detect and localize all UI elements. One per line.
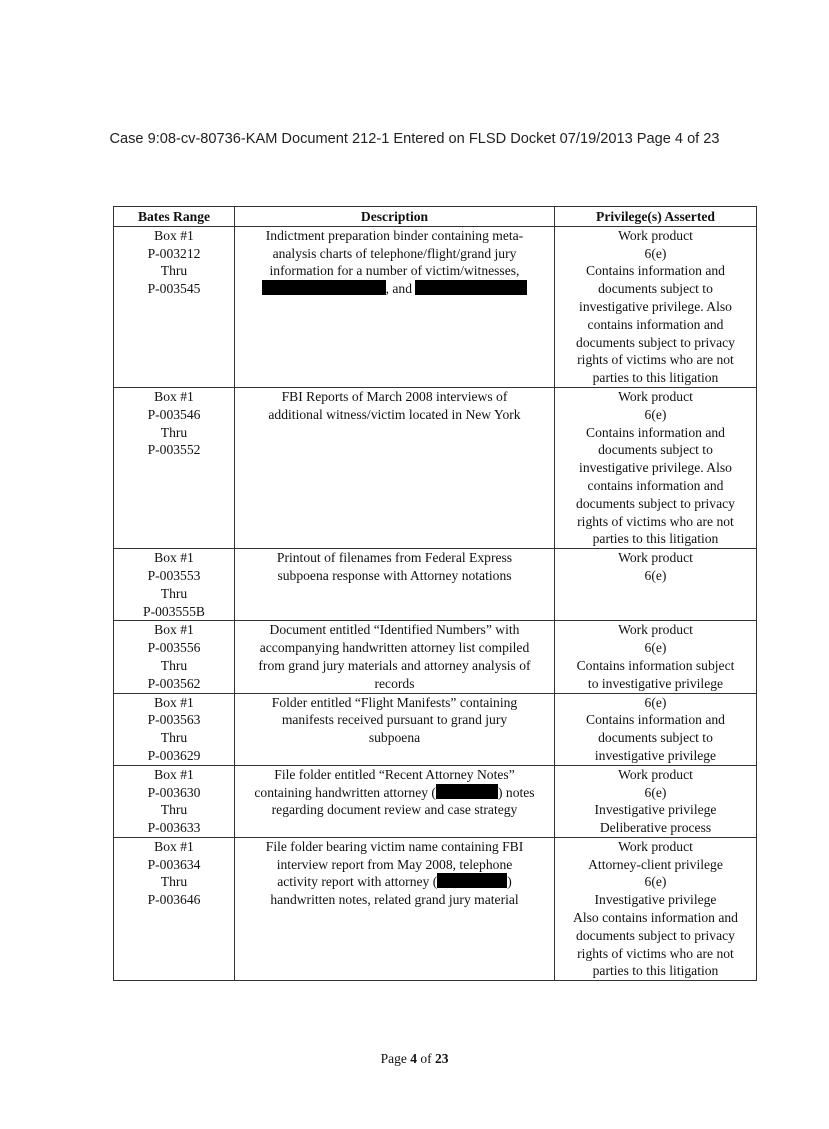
- description-line: File folder entitled “Recent Attorney Notes”: [274, 766, 515, 782]
- privilege-line: rights of victims who are not: [577, 513, 734, 529]
- privilege-line: contains information and: [587, 316, 724, 332]
- privilege-cell: [555, 693, 757, 765]
- description-line: accompanying handwritten attorney list compiled: [259, 640, 530, 656]
- redaction-block: [437, 873, 507, 888]
- description-cell: [235, 621, 555, 693]
- description-text: ) notes: [497, 784, 535, 800]
- bates-line: P-003555B: [143, 603, 205, 619]
- redaction-block: [415, 280, 527, 295]
- bates-line: P-003546: [147, 406, 201, 422]
- bates-cell: [114, 837, 235, 980]
- privilege-line: Investigative privilege: [594, 892, 717, 908]
- privilege-line: contains information and: [587, 477, 724, 493]
- bates-line: P-003553: [147, 567, 201, 583]
- privilege-line: Contains information and: [586, 712, 725, 728]
- privilege-line: parties to this litigation: [592, 370, 719, 386]
- description-line: Indictment preparation binder containing meta-: [265, 227, 524, 243]
- privilege-line: rights of victims who are not: [577, 352, 734, 368]
- privilege-line: Also contains information and: [573, 910, 738, 926]
- description-cell: [235, 226, 555, 387]
- privilege-line: Investigative privilege: [594, 802, 717, 818]
- bates-line: Thru: [160, 802, 188, 818]
- privilege-line: 6(e): [644, 874, 667, 890]
- redaction-block: [436, 784, 498, 799]
- privilege-line: Work product: [618, 622, 693, 638]
- privilege-line: Work product: [618, 388, 693, 404]
- privilege-cell: [555, 549, 757, 621]
- table-row: [114, 387, 757, 548]
- description-line: handwritten notes, related grand jury material: [270, 892, 519, 908]
- bates-line: Box #1: [154, 766, 194, 782]
- privilege-cell: [555, 387, 757, 548]
- privilege-line: Work product: [618, 227, 693, 243]
- privilege-cell: [555, 621, 757, 693]
- bates-line: Box #1: [154, 622, 194, 638]
- description-line: analysis charts of telephone/flight/grand jury: [272, 245, 517, 261]
- description-line: FBI Reports of March 2008 interviews of: [281, 388, 508, 404]
- description-line: additional witness/victim located in New York: [268, 406, 521, 422]
- privilege-line: investigative privilege. Also: [579, 298, 732, 314]
- bates-cell: [114, 387, 235, 548]
- bates-line: Box #1: [154, 227, 194, 243]
- description-text: activity report with attorney (: [277, 874, 438, 890]
- privilege-line: 6(e): [644, 694, 667, 710]
- privilege-log-table: [113, 206, 757, 981]
- description-line: Document entitled “Identified Numbers” with: [269, 622, 520, 638]
- description-line: information for a number of victim/witnesses,: [269, 263, 520, 279]
- bates-cell: [114, 621, 235, 693]
- privilege-line: Work product: [618, 766, 693, 782]
- bates-cell: [114, 765, 235, 837]
- privilege-line: Contains information and: [586, 263, 725, 279]
- bates-cell: [114, 693, 235, 765]
- privilege-line: documents subject to: [598, 730, 713, 746]
- bates-line: P-003212: [147, 245, 201, 261]
- description-line: [237, 873, 552, 891]
- description-line: manifests received pursuant to grand jury: [281, 712, 508, 728]
- bates-line: Box #1: [154, 838, 194, 854]
- privilege-line: 6(e): [644, 245, 667, 261]
- table-row: [114, 621, 757, 693]
- description-line: [237, 784, 552, 802]
- table-row: [114, 226, 757, 387]
- description-cell: [235, 765, 555, 837]
- description-line: [237, 280, 552, 298]
- privilege-line: to investigative privilege: [587, 675, 724, 691]
- description-cell: [235, 387, 555, 548]
- privilege-line: 6(e): [644, 406, 667, 422]
- privilege-line: 6(e): [644, 784, 667, 800]
- bates-line: Thru: [160, 424, 188, 440]
- privilege-line: Contains information and: [586, 424, 725, 440]
- bates-line: Box #1: [154, 694, 194, 710]
- description-line: from grand jury materials and attorney analysis of: [258, 657, 531, 673]
- description-cell: [235, 837, 555, 980]
- redaction-block: [262, 280, 386, 295]
- description-line: Folder entitled “Flight Manifests” containing: [271, 694, 518, 710]
- page-footer-of: of: [416, 1051, 435, 1066]
- bates-cell: [114, 549, 235, 621]
- privilege-line: 6(e): [644, 640, 667, 656]
- column-header-bates-range: Bates Range: [114, 207, 235, 227]
- description-text: ): [507, 874, 512, 890]
- privilege-line: documents subject to: [598, 442, 713, 458]
- bates-line: P-003633: [147, 820, 201, 836]
- description-text: , and: [385, 281, 413, 297]
- description-line: records: [374, 675, 415, 691]
- privilege-line: documents subject to privacy: [576, 495, 735, 511]
- bates-line: Thru: [160, 730, 188, 746]
- bates-line: P-003552: [147, 442, 201, 458]
- description-line: regarding document review and case strategy: [271, 802, 518, 818]
- description-cell: [235, 549, 555, 621]
- bates-line: P-003545: [147, 281, 201, 297]
- description-line: Printout of filenames from Federal Express: [276, 550, 513, 566]
- bates-cell: [114, 226, 235, 387]
- case-header: Case 9:08-cv-80736-KAM Document 212-1 Entered on FLSD Docket 07/19/2013 Page 4 of 23: [109, 131, 720, 147]
- privilege-line: parties to this litigation: [592, 531, 719, 547]
- bates-line: Box #1: [154, 388, 194, 404]
- privilege-line: documents subject to privacy: [576, 927, 735, 943]
- bates-line: P-003556: [147, 640, 201, 656]
- description-line: interview report from May 2008, telephone: [276, 856, 513, 872]
- column-header-privileges: Privilege(s) Asserted: [555, 207, 757, 227]
- privilege-line: Contains information subject: [576, 657, 735, 673]
- privilege-line: rights of victims who are not: [577, 945, 734, 961]
- description-line: subpoena: [368, 730, 421, 746]
- page-footer: [0, 1051, 829, 1067]
- bates-line: P-003634: [147, 856, 201, 872]
- bates-line: Thru: [160, 874, 188, 890]
- bates-line: Thru: [160, 657, 188, 673]
- privilege-cell: [555, 765, 757, 837]
- privilege-line: Deliberative process: [599, 820, 712, 836]
- privilege-line: 6(e): [644, 567, 667, 583]
- description-line: File folder bearing victim name containing FBI: [265, 838, 524, 854]
- description-text: containing handwritten attorney (: [254, 784, 436, 800]
- table-row: [114, 549, 757, 621]
- page-footer-prefix: Page: [380, 1051, 411, 1066]
- table-row: [114, 837, 757, 980]
- privilege-line: Attorney-client privilege: [588, 856, 723, 872]
- privilege-line: parties to this litigation: [592, 963, 719, 979]
- description-line: subpoena response with Attorney notations: [277, 567, 512, 583]
- privilege-line: Work product: [618, 550, 693, 566]
- table-header-row: [114, 207, 757, 227]
- bates-line: P-003562: [147, 675, 201, 691]
- page-total: 23: [434, 1051, 449, 1066]
- table-row: [114, 765, 757, 837]
- bates-line: Thru: [160, 585, 188, 601]
- bates-line: P-003630: [147, 784, 201, 800]
- bates-line: P-003629: [147, 747, 201, 763]
- bates-line: Box #1: [154, 550, 194, 566]
- privilege-cell: [555, 837, 757, 980]
- privilege-line: documents subject to: [598, 281, 713, 297]
- bates-line: Thru: [160, 263, 188, 279]
- privilege-line: investigative privilege: [594, 747, 717, 763]
- bates-line: P-003646: [147, 892, 201, 908]
- privilege-cell: [555, 226, 757, 387]
- bates-line: P-003563: [147, 712, 201, 728]
- privilege-line: Work product: [618, 838, 693, 854]
- privilege-line: investigative privilege. Also: [579, 460, 732, 476]
- description-cell: [235, 693, 555, 765]
- column-header-description: Description: [235, 207, 555, 227]
- page-number: 4: [410, 1051, 417, 1066]
- privilege-line: documents subject to privacy: [576, 334, 735, 350]
- table-row: [114, 693, 757, 765]
